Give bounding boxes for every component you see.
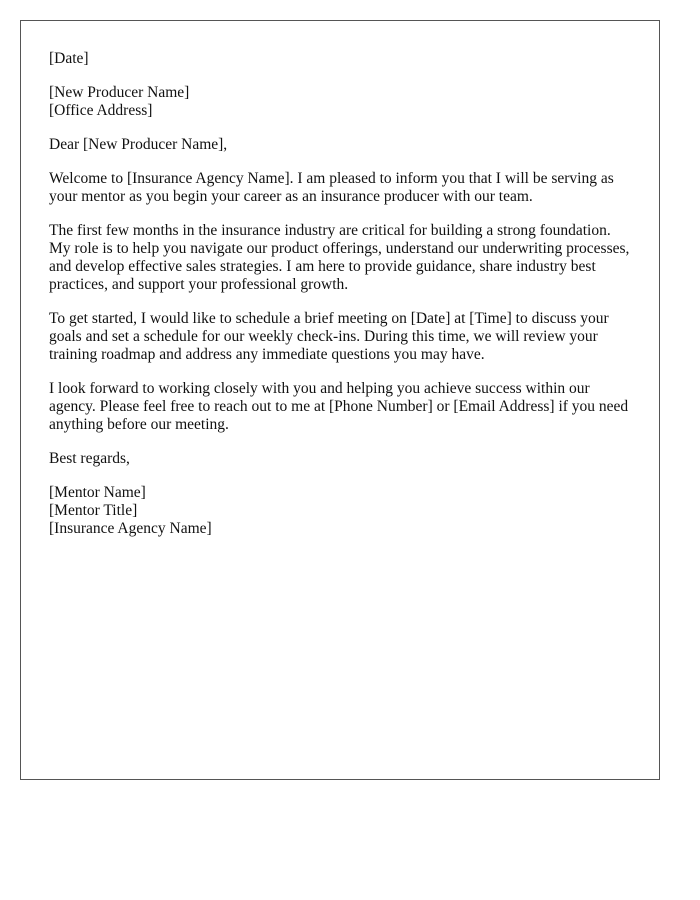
signature-agency: [Insurance Agency Name] — [49, 520, 212, 537]
letter-date: [Date] — [49, 50, 89, 67]
recipient-block — [49, 84, 631, 120]
recipient-address: [Office Address] — [49, 102, 153, 119]
signature-title: [Mentor Title] — [49, 502, 138, 519]
paragraph-meeting: To get started, I would like to schedule a brief meeting on [Date] at [Time] to discuss your goals and set a schedule for our weekly check-ins. During this time, we will review your training roadmap and address any immediate questions you may have. — [49, 310, 609, 363]
paragraph-closing-note: I look forward to working closely with you and helping you achieve success within our agency. Please feel free to reach out to me at [Phone Number] or [Email Address] if you need anything before our meeting. — [49, 380, 629, 433]
closing: Best regards, — [49, 450, 130, 467]
paragraph-role: The first few months in the insurance industry are critical for building a strong foundation. My role is to help you navigate our product offerings, understand our underwriting processes, and develop effective sales strategies. I am here to provide guidance, share industry best practices, and support your professional growth. — [49, 222, 630, 293]
signature-name: [Mentor Name] — [49, 484, 146, 501]
salutation: Dear [New Producer Name], — [49, 136, 228, 153]
signature-block — [49, 484, 631, 538]
letter-page — [20, 20, 660, 780]
paragraph-welcome: Welcome to [Insurance Agency Name]. I am pleased to inform you that I will be serving as your mentor as you begin your career as an insurance producer with our team. — [49, 170, 614, 205]
recipient-name: [New Producer Name] — [49, 84, 190, 101]
